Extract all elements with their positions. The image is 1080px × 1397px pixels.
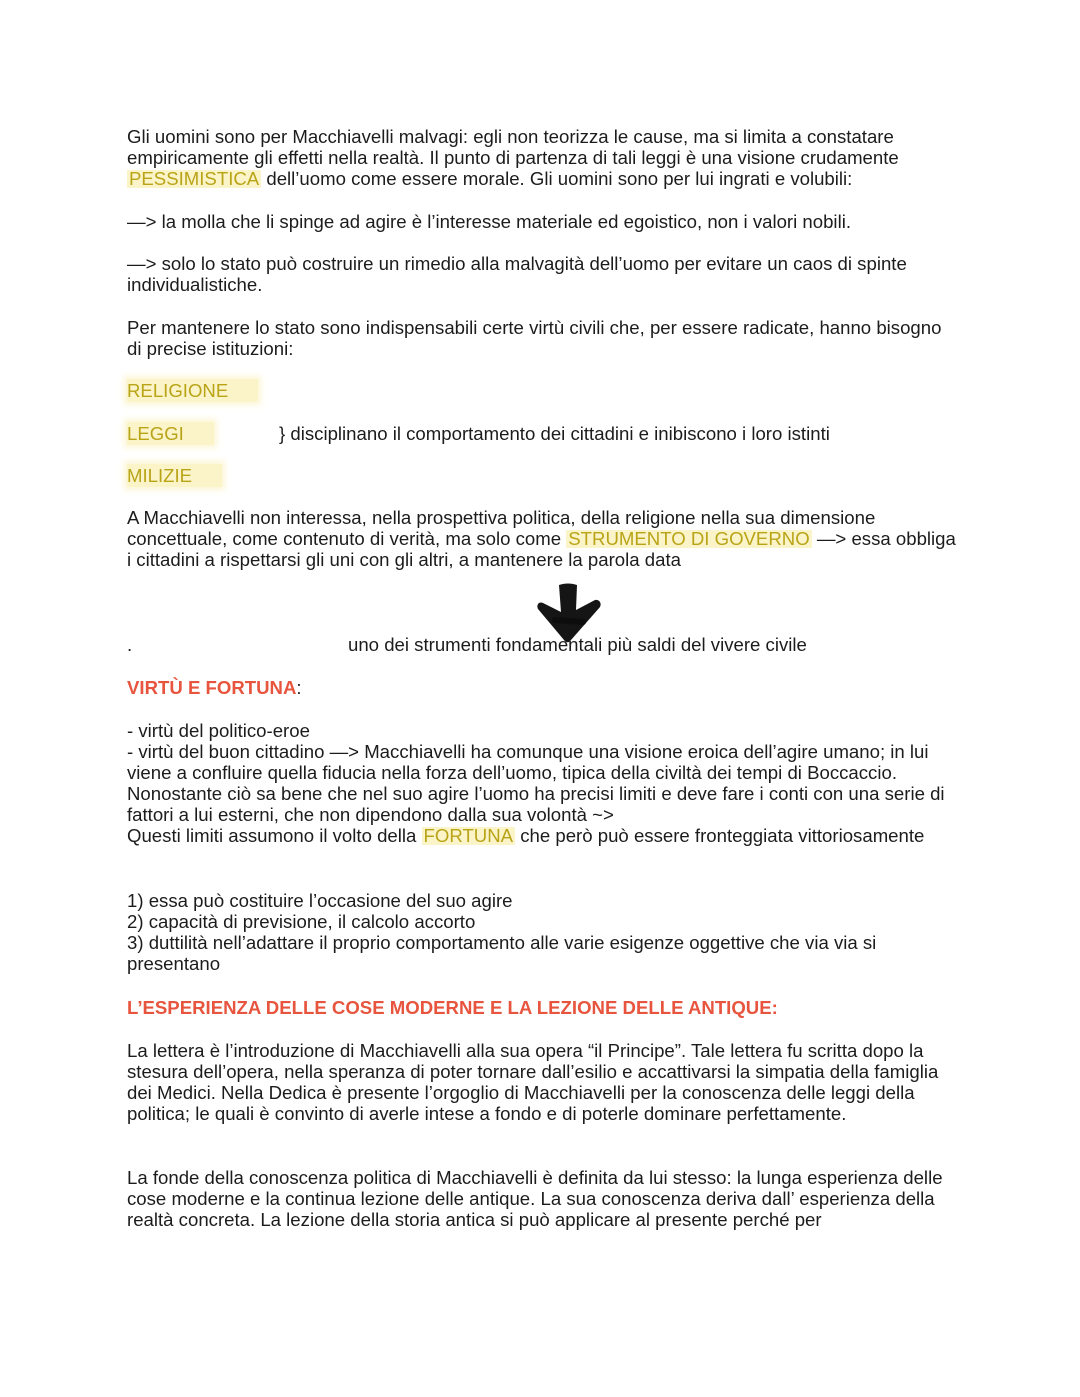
virtu-body	[127, 720, 955, 846]
esperienza-paragraph-1: La lettera è l’introduzione di Macchiavelli alla sua opera “il Principe”. Tale lettera fu scritta dopo la stesura dell’opera, nella speranza di poter tornare dall’esilio e accattivarsi la simpatia della famiglia dei Medici. Nella Dedica è presente l’orgoglio di Macchiavelli per la conoscenza delle leggi della politica; le quali è convinto di averle intese a fondo e di poterle dominare perfettamente.	[127, 1040, 939, 1124]
religion-paragraph	[127, 507, 957, 570]
institutions-brace-note: } disciplinano il comportamento dei cittadini e inibiscono i loro istinti	[279, 423, 830, 444]
arrow-point-2: —> solo lo stato può costruire un rimedio alla malvagità dell’uomo per evitare un caos di spinte individualistiche.	[127, 253, 907, 295]
fortune-list	[127, 890, 957, 974]
institution-leggi: LEGGI	[127, 423, 214, 444]
arrow-point-1: —> la molla che li spinge ad agire è l’interesse materiale ed egoistico, non i valori nobili.	[127, 211, 851, 232]
esperienza-heading: L’ESPERIENZA DELLE COSE MODERNE E LA LEZIONE DELLE ANTIQUE:	[127, 997, 778, 1018]
institutions-intro: Per mantenere lo stato sono indispensabili certe virtù civili che, per essere radicate, hanno bisogno di precise istituzioni:	[127, 317, 942, 359]
intro-paragraph	[127, 126, 957, 189]
list-item: 2) capacità di previsione, il calcolo accorto	[127, 911, 476, 932]
virtu-buon-cittadino: - virtù del buon cittadino —> Macchiavelli ha comunque una visione eroica dell’agire umano; in lui viene a confluire quella fiducia nella forza dell’uomo, tipica della civiltà dei tempi di Boccaccio. Nonostante ciò sa bene che nel suo agire l’uomo ha precisi limiti e deve fare i conti con una serie di fattori a lui esterni, che non dipendono dalla sua volontà ~>	[127, 741, 945, 825]
religion-conclusion: uno dei strumenti fondamentali più saldi del vivere civile	[348, 634, 807, 655]
list-item: 3) duttilità nell’adattare il proprio comportamento alle varie esigenze oggettive che via via si presentano	[127, 932, 877, 974]
fortuna-highlight: FORTUNA	[423, 825, 514, 846]
virtu-e-fortuna-heading: VIRTÙ E FORTUNA:	[127, 677, 302, 698]
dot-marker: .	[127, 634, 133, 655]
institution-milizie: MILIZIE	[127, 465, 222, 486]
intro-text-1: Gli uomini sono per Macchiavelli malvagi: egli non teorizza le cause, ma si limita a constatare empiricamente gli effetti nella realtà. Il punto di partenza di tali leggi è una visione crudamente	[127, 126, 899, 168]
list-item: 1) essa può costituire l’occasione del suo agire	[127, 890, 513, 911]
pessimistica-highlight: PESSIMISTICA	[129, 168, 260, 189]
esperienza-paragraph-2: La fonde della conoscenza politica di Macchiavelli è definita da lui stesso: la lunga esperienza delle cose moderne e la continua lezione delle antique. La sua conoscenza deriva dall’ esperienza della realtà concreta. La lezione della storia antica si può applicare al presente perché per	[127, 1167, 943, 1230]
intro-text-2: dell’uomo come essere morale. Gli uomini sono per lui ingrati e volubili:	[261, 168, 853, 189]
religion-text-1: A Macchiavelli non interessa, nella prospettiva politica, della religione nella sua dimensione concettuale, come contenuto di verità, ma solo come	[127, 507, 876, 549]
institution-religione: RELIGIONE	[127, 380, 258, 401]
religion-text-2: —> essa obbliga i cittadini a rispettarsi gli uni con gli altri, a mantenere la parola data	[127, 528, 956, 570]
strumento-di-governo-highlight: STRUMENTO DI GOVERNO	[568, 528, 810, 549]
virtu-politico-eroe: - virtù del politico-eroe	[127, 720, 310, 741]
fortuna-limits: Questi limiti assumono il volto della FORTUNA che però può essere fronteggiata vittoriosamente	[127, 825, 925, 846]
